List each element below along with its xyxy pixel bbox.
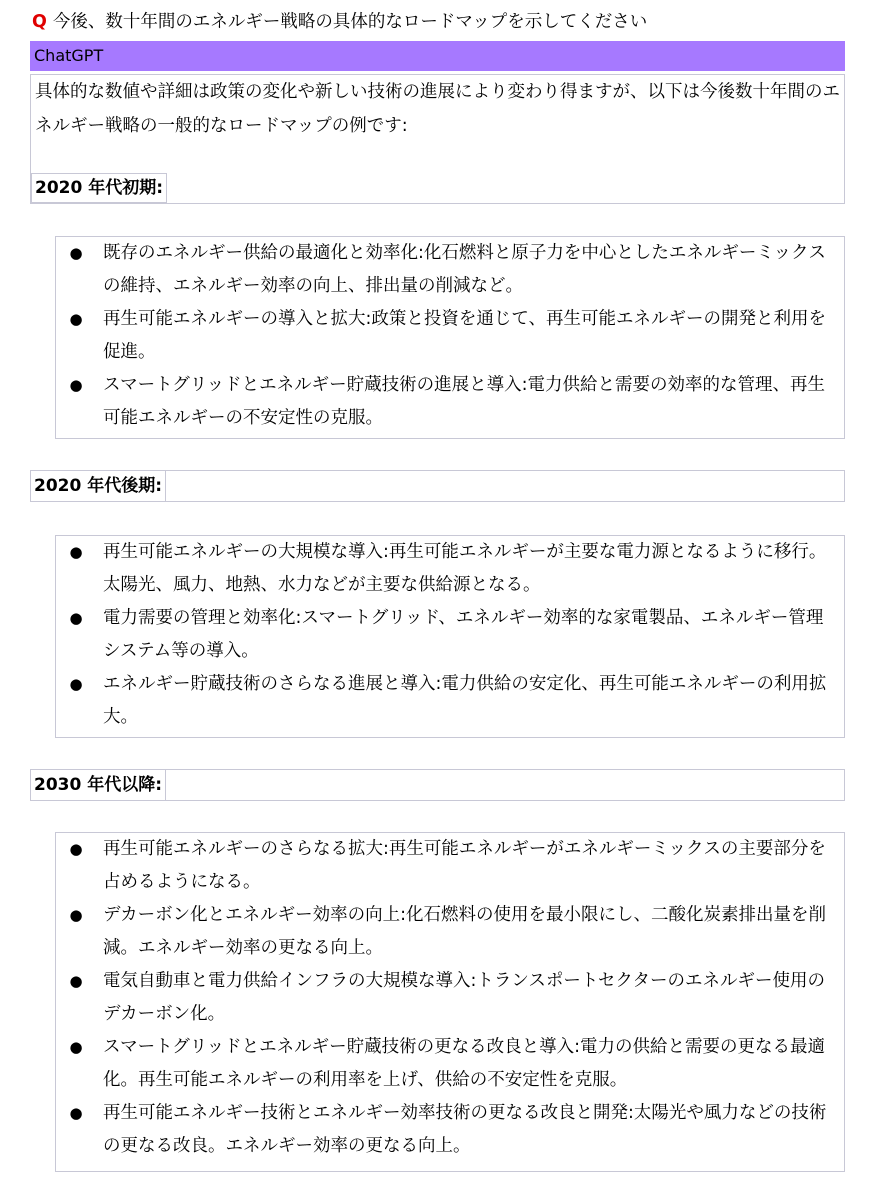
intro-block bbox=[30, 74, 845, 204]
question bbox=[32, 8, 647, 36]
list-item bbox=[56, 602, 844, 668]
bullet-icon: ● bbox=[69, 543, 83, 561]
section-heading-2: 2030 年代以降: bbox=[31, 770, 166, 800]
list-item bbox=[56, 899, 844, 965]
question-text: 今後、数十年間のエネルギー戦略の具体的なロードマップを示してください bbox=[52, 12, 648, 32]
list-item bbox=[56, 237, 844, 303]
list-item-text: 既存のエネルギー供給の最適化と効率化:化石燃料と原子力を中心としたエネルギーミックスの維持、エネルギー効率の向上、排出量の削減など。 bbox=[103, 243, 826, 296]
question-mark: Q bbox=[32, 12, 47, 32]
section-list-1 bbox=[55, 535, 845, 738]
speaker-label: ChatGPT bbox=[30, 41, 845, 71]
section-heading-0: 2020 年代初期: bbox=[31, 173, 167, 203]
list-item-text: 再生可能エネルギーの導入と拡大:政策と投資を通じて、再生可能エネルギーの開発と利用を促進。 bbox=[103, 309, 827, 362]
section-heading-row-1 bbox=[30, 470, 845, 502]
list-item-text: 電気自動車と電力供給インフラの大規模な導入:トランスポートセクターのエネルギー使用のデカーボン化。 bbox=[103, 971, 825, 1024]
bullet-icon: ● bbox=[69, 376, 83, 394]
list-item bbox=[56, 668, 844, 734]
list-item-text: スマートグリッドとエネルギー貯蔵技術の進展と導入:電力供給と需要の効率的な管理、再生可能エネルギーの不安定性の克服。 bbox=[103, 375, 825, 428]
bullet-icon: ● bbox=[69, 310, 83, 328]
bullet-icon: ● bbox=[69, 244, 83, 262]
list-item bbox=[56, 303, 844, 369]
list-item bbox=[56, 369, 844, 435]
list-item bbox=[56, 1097, 844, 1163]
bullet-icon: ● bbox=[69, 1038, 83, 1056]
bullet-icon: ● bbox=[69, 906, 83, 924]
list-item-text: 再生可能エネルギーのさらなる拡大:再生可能エネルギーがエネルギーミックスの主要部分を占めるようになる。 bbox=[103, 839, 826, 892]
bullet-icon: ● bbox=[69, 840, 83, 858]
section-heading-1: 2020 年代後期: bbox=[31, 471, 166, 501]
bullet-icon: ● bbox=[69, 972, 83, 990]
list-item bbox=[56, 1031, 844, 1097]
list-item-text: 再生可能エネルギー技術とエネルギー効率技術の更なる改良と開発:太陽光や風力などの技術の更なる改良。エネルギー効率の更なる向上。 bbox=[103, 1103, 827, 1156]
list-item-text: デカーボン化とエネルギー効率の向上:化石燃料の使用を最小限にし、二酸化炭素排出量を削減。エネルギー効率の更なる向上。 bbox=[103, 905, 827, 958]
list-item bbox=[56, 536, 844, 602]
list-item bbox=[56, 965, 844, 1031]
list-item-text: 電力需要の管理と効率化:スマートグリッド、エネルギー効率的な家電製品、エネルギー管理システム等の導入。 bbox=[103, 608, 824, 661]
list-item-text: 再生可能エネルギーの大規模な導入:再生可能エネルギーが主要な電力源となるように移行。太陽光、風力、地熱、水力などが主要な供給源となる。 bbox=[103, 542, 827, 595]
list-item-text: スマートグリッドとエネルギー貯蔵技術の更なる改良と導入:電力の供給と需要の更なる最適化。再生可能エネルギーの利用率を上げ、供給の不安定性を克服。 bbox=[103, 1037, 825, 1090]
bullet-icon: ● bbox=[69, 675, 83, 693]
section-heading-row-2 bbox=[30, 769, 845, 801]
bullet-icon: ● bbox=[69, 1104, 83, 1122]
section-list-2 bbox=[55, 832, 845, 1172]
list-item bbox=[56, 833, 844, 899]
list-item-text: エネルギー貯蔵技術のさらなる進展と導入:電力供給の安定化、再生可能エネルギーの利用拡大。 bbox=[103, 674, 827, 727]
intro-text: 具体的な数値や詳細は政策の変化や新しい技術の進展により変わり得ますが、以下は今後数十年間のエネルギー戦略の一般的なロードマップの例です: bbox=[35, 82, 840, 136]
bullet-icon: ● bbox=[69, 609, 83, 627]
section-list-0 bbox=[55, 236, 845, 439]
